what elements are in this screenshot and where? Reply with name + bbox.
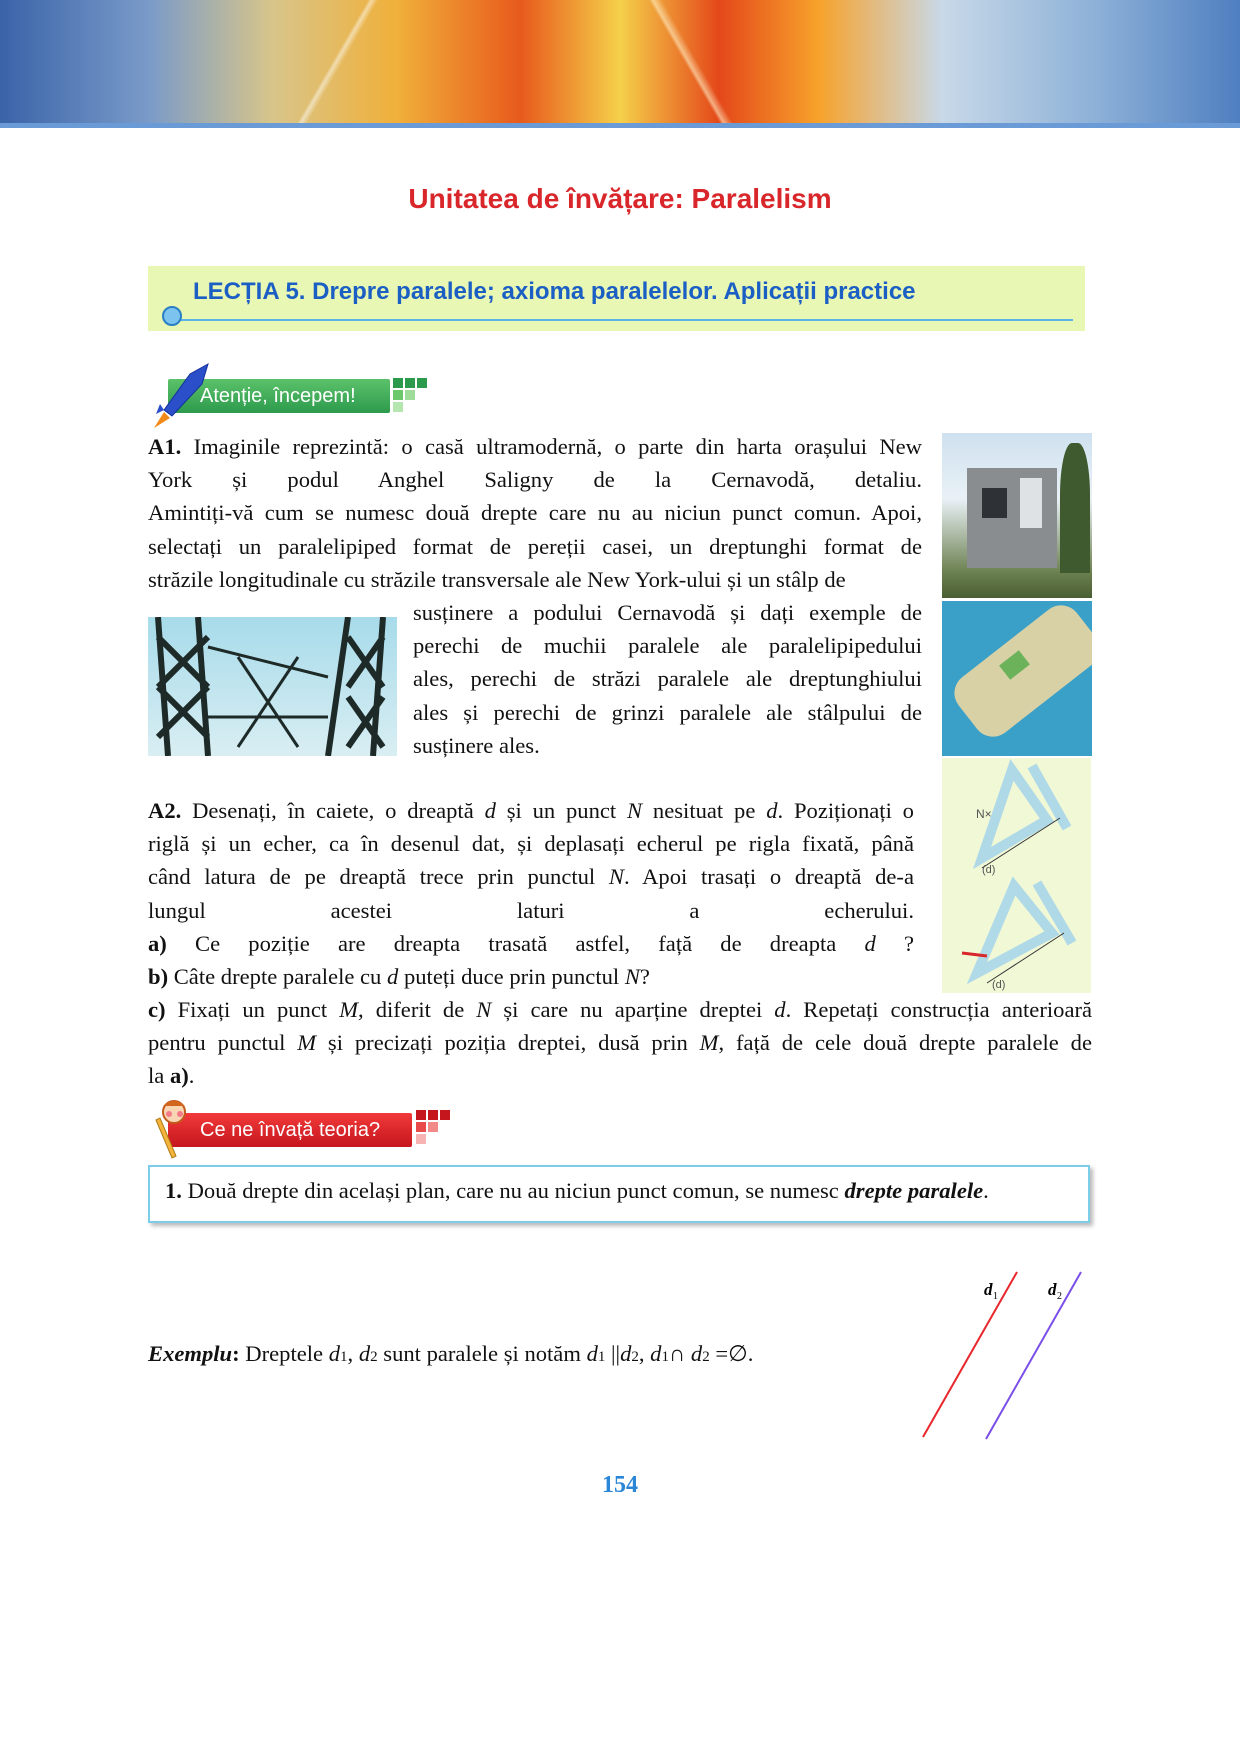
- text-segment: =∅.: [709, 1341, 754, 1366]
- text-segment: :: [232, 1341, 246, 1366]
- decor-square: [416, 1110, 426, 1120]
- text-segment: d: [358, 1341, 371, 1366]
- text-segment: M: [339, 997, 359, 1022]
- text-segment: Două drepte din același plan, care nu au niciun punct comun, se numesc: [181, 1178, 845, 1203]
- label-d1-sub: 1: [993, 1291, 998, 1302]
- text-line: [413, 729, 922, 762]
- echer-label-d-2: (d): [992, 979, 1006, 991]
- text-segment: Exemplu: [148, 1341, 233, 1366]
- text-line: [413, 696, 922, 729]
- text-segment: Imaginile reprezintă: o casă ultramodernă, o parte din harta orașului New: [181, 434, 922, 459]
- text-segment: ,: [638, 1341, 651, 1366]
- badge-label: Ce ne învață teoria?: [200, 1119, 381, 1141]
- decor-square: [428, 1110, 438, 1120]
- text-segment: și precizați poziția dreptei, dusă prin: [316, 1030, 700, 1056]
- text-line: [413, 596, 922, 629]
- text-segment: ∩: [668, 1341, 686, 1366]
- text-segment: d: [774, 997, 786, 1022]
- text-segment: Ce poziție are dreapta trasată astfel, față de dreapta: [166, 930, 865, 956]
- text-line: [148, 496, 922, 529]
- echer-label-d: (d): [982, 864, 996, 876]
- label-d2: d: [1048, 1280, 1057, 1299]
- decor-square: [428, 1122, 438, 1132]
- text-segment: sunt paralele și notăm: [377, 1341, 587, 1366]
- text-segment: ?: [875, 930, 914, 956]
- text-segment: pentru punctul: [148, 1030, 298, 1056]
- text-segment: York și podul Anghel Saligny de la Cernavodă, detaliu.: [148, 467, 922, 493]
- header-banner-image: [0, 0, 1240, 128]
- text-segment: nesituat pe: [642, 798, 767, 823]
- text-segment: 1: [340, 1349, 348, 1365]
- decor-square: [393, 390, 403, 400]
- text-segment: , față de cele două drepte paralele de: [718, 1030, 1092, 1056]
- text-segment: d: [650, 1341, 662, 1366]
- text-segment: M: [297, 1030, 317, 1056]
- echer-label-n: N×: [976, 807, 992, 821]
- decor-square: [440, 1110, 450, 1120]
- lesson-title: LECȚIA 5. Drepre paralele; axioma paralelelor. Aplicații practice: [193, 278, 916, 305]
- example-text: [148, 1337, 848, 1370]
- text-segment: 1: [597, 1349, 606, 1365]
- text-segment: 2: [702, 1349, 710, 1365]
- text-segment: ?: [639, 963, 650, 989]
- text-segment: Amintiți-vă cum se numesc două drepte care nu au niciun punct comun. Apoi,: [148, 500, 922, 526]
- unit-title: Unitatea de învățare: Paralelism: [408, 183, 832, 214]
- text-segment: A2.: [148, 798, 182, 823]
- decor-square: [393, 402, 403, 412]
- text-segment: Fixați un punct: [165, 997, 340, 1022]
- text-segment: N: [608, 864, 624, 890]
- cernavoda-bridge-image: [148, 617, 397, 756]
- text-segment: la: [148, 1063, 170, 1089]
- text-segment: a): [169, 1063, 189, 1089]
- text-segment: d: [387, 963, 399, 989]
- a2-paragraph-c: [148, 993, 1092, 1093]
- text-segment: M: [699, 1030, 719, 1056]
- ruler-set-square-image: [942, 758, 1091, 993]
- child-pencil-icon: [150, 1098, 190, 1164]
- decor-square: [416, 1122, 426, 1132]
- text-segment: drepte paralele: [844, 1178, 984, 1203]
- text-segment: Desenați, în caiete, o dreaptă: [181, 798, 485, 823]
- text-segment: .: [983, 1178, 989, 1203]
- text-segment: N: [627, 798, 643, 823]
- text-line: [148, 1337, 848, 1370]
- line-d1: [923, 1272, 1017, 1437]
- text-segment: d: [620, 1341, 632, 1366]
- text-segment: ales și perechi de grinzi paralele ale stâlpului de: [413, 699, 922, 725]
- a1-paragraph-continued: [413, 596, 922, 762]
- text-segment: perechi de muchii paralele ale paralelipipedului: [413, 633, 922, 659]
- text-segment: selectați un paralelipiped format de pereții casei, un dreptunghi format de: [148, 533, 922, 559]
- text-line: [148, 563, 922, 596]
- text-line: [148, 530, 922, 563]
- text-segment: c): [148, 997, 166, 1022]
- text-segment: lungul acestei laturi a echerului.: [148, 897, 914, 923]
- bridge-truss-graphic: [148, 617, 397, 756]
- text-segment: ales, perechi de străzi paralele ale dreptunghiului: [413, 666, 922, 692]
- text-segment: susținere ales.: [413, 732, 540, 758]
- text-segment: N: [624, 963, 640, 989]
- new-york-map-image: [942, 601, 1092, 756]
- line-d2: [986, 1272, 1081, 1439]
- text-line: [148, 463, 922, 496]
- decor-square: [393, 378, 403, 388]
- parallel-lines-figure: [910, 1265, 1090, 1445]
- text-line: [413, 662, 922, 695]
- text-segment: puteți duce prin punctul: [398, 963, 625, 989]
- text-segment: . Repetați construcția anterioară: [785, 997, 1093, 1022]
- text-line: [148, 794, 914, 827]
- text-line: [148, 827, 914, 860]
- label-d1: d: [984, 1280, 993, 1299]
- text-segment: ,: [347, 1341, 359, 1366]
- text-segment: riglă și un echer, ca în desenul dat, și deplasați echerul pe rigla fixată, până: [148, 831, 914, 857]
- text-segment: d: [586, 1341, 598, 1366]
- text-segment: Câte drepte paralele cu: [168, 963, 388, 989]
- label-d2-sub: 2: [1057, 1291, 1062, 1302]
- text-segment: 2: [631, 1349, 639, 1365]
- decor-square: [405, 390, 415, 400]
- decor-square: [417, 378, 427, 388]
- text-segment: . Apoi trasați o dreaptă de-a: [624, 864, 914, 890]
- text-segment: b): [148, 963, 169, 989]
- set-square-diagram: [942, 758, 1091, 993]
- text-segment: străzile longitudinale cu străzile transversale ale New York-ului și un stâlp de: [148, 566, 846, 592]
- text-segment: susținere a podului Cernavodă și dați exemple de: [413, 600, 922, 625]
- text-line: [165, 1174, 1085, 1207]
- lesson-underline: [170, 319, 1073, 321]
- text-line: [148, 1059, 1092, 1092]
- text-segment: , diferit de: [358, 997, 477, 1022]
- text-segment: ||: [605, 1341, 621, 1366]
- decor-square: [416, 1134, 426, 1144]
- section-badge-theory: [168, 1113, 412, 1147]
- text-segment: d: [864, 930, 876, 956]
- text-line: [148, 1026, 1092, 1059]
- text-segment: a): [148, 930, 167, 956]
- text-segment: . Poziționați o: [777, 798, 914, 823]
- text-segment: când latura de pe dreaptă trece prin punctul: [148, 864, 609, 890]
- lesson-bullet-icon: [162, 306, 182, 326]
- text-segment: A1.: [148, 434, 182, 459]
- modern-house-image: [942, 433, 1092, 598]
- text-line: [148, 927, 914, 960]
- text-segment: .: [188, 1063, 195, 1089]
- text-segment: 1: [661, 1349, 669, 1365]
- definition-text: [165, 1174, 1085, 1207]
- text-segment: d: [328, 1341, 341, 1366]
- text-line: [148, 430, 922, 463]
- decor-square: [405, 378, 415, 388]
- text-line: [148, 894, 914, 927]
- text-line: [413, 629, 922, 662]
- text-segment: Dreptele: [245, 1341, 329, 1366]
- text-segment: d: [766, 798, 778, 823]
- text-segment: N: [476, 997, 492, 1022]
- text-line: [148, 860, 914, 893]
- rocket-icon: [150, 362, 212, 430]
- text-line: [148, 960, 914, 993]
- page-number: 154: [602, 1472, 638, 1498]
- a1-paragraph: [148, 430, 922, 596]
- text-segment: și un punct: [495, 798, 628, 823]
- a2-paragraph: [148, 794, 914, 993]
- text-segment: 1.: [165, 1178, 182, 1203]
- text-line: [148, 993, 1092, 1026]
- badge-label: Atenție, începem!: [200, 385, 356, 407]
- text-segment: și care nu aparține dreptei: [491, 997, 775, 1022]
- text-segment: d: [685, 1341, 703, 1366]
- text-segment: 2: [370, 1349, 378, 1365]
- text-segment: d: [484, 798, 496, 823]
